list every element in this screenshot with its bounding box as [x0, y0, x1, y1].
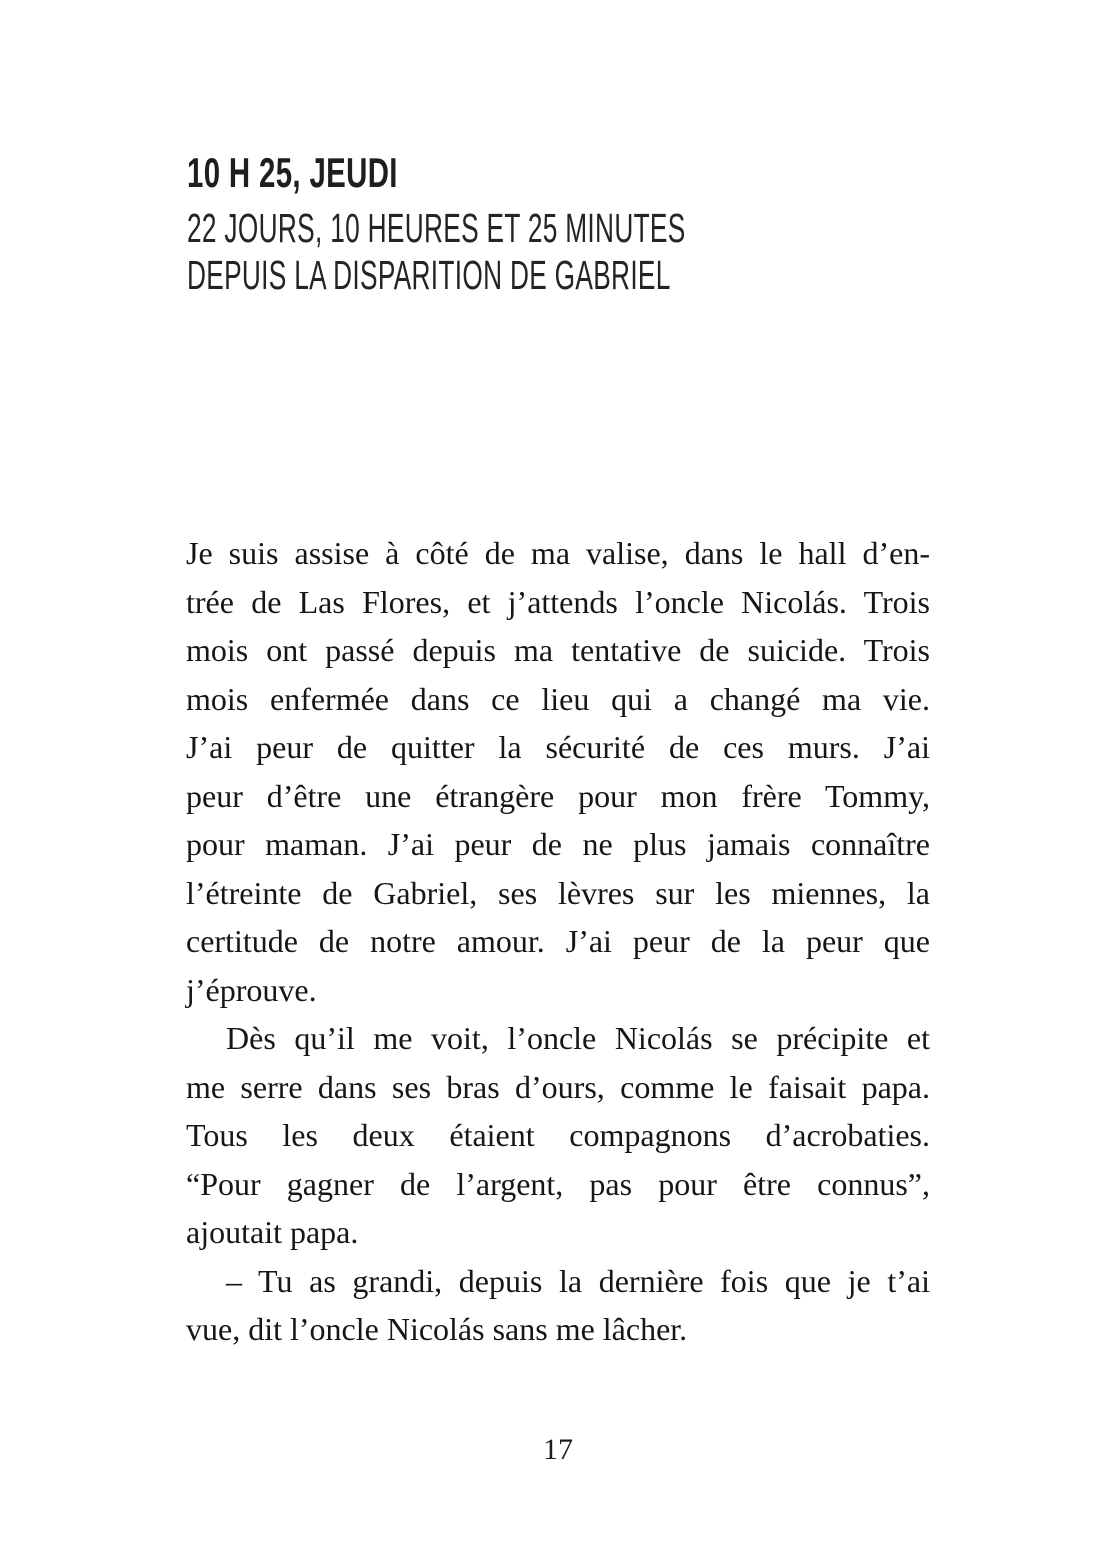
text-line: peur d’être une étrangère pour mon frère Tommy,	[186, 777, 930, 814]
text-line: Tous les deux étaient compagnons d’acrobaties.	[186, 1117, 930, 1153]
text-line: vue, dit l’oncle Nicolás sans me lâcher.	[186, 1311, 688, 1347]
chapter-subtitle-text-1: 22 JOURS, 10 HEURES ET 25 MINUTES	[187, 205, 686, 251]
chapter-header	[187, 151, 947, 299]
paragraph	[186, 1014, 930, 1257]
chapter-subtitle-text-2: DEPUIS LA DISPARITION DE GABRIEL	[187, 252, 671, 298]
text-line: l’étreinte de Gabriel, ses lèvres sur les miennes, la	[186, 874, 930, 911]
text-line: – Tu as grandi, depuis la dernière fois que je t’ai	[226, 1262, 930, 1299]
text-line: Je suis assise à côté de ma valise, dans le hall d’en-	[186, 535, 930, 571]
text-line: certitude de notre amour. J’ai peur de la peur que	[186, 923, 930, 959]
text-line: mois enfermée dans ce lieu qui a changé ma vie.	[186, 680, 930, 717]
chapter-subtitle-line-2	[187, 252, 947, 299]
page-number: 17	[543, 1433, 573, 1466]
chapter-subtitle-line-1	[187, 205, 947, 252]
paragraph	[186, 529, 930, 1014]
text-line: ajoutait papa.	[186, 1214, 359, 1250]
chapter-title	[187, 151, 947, 195]
text-line: trée de Las Flores, et j’attends l’oncle Nicolás. Trois	[186, 583, 930, 620]
text-line: Dès qu’il me voit, l’oncle Nicolás se précipite et	[226, 1020, 930, 1056]
text-line: mois ont passé depuis ma tentative de suicide. Trois	[186, 632, 930, 668]
text-line: j’éprouve.	[186, 971, 317, 1008]
chapter-title-text: 10 H 25, JEUDI	[187, 149, 398, 196]
text-line: J’ai peur de quitter la sécurité de ces murs. J’ai	[186, 729, 930, 765]
body-text	[186, 529, 930, 1354]
text-line: “Pour gagner de l’argent, pas pour être connus”,	[186, 1165, 930, 1202]
text-line: pour maman. J’ai peur de ne plus jamais connaître	[186, 826, 930, 862]
paragraph	[186, 1257, 930, 1354]
text-line: me serre dans ses bras d’ours, comme le faisait papa.	[186, 1068, 930, 1105]
